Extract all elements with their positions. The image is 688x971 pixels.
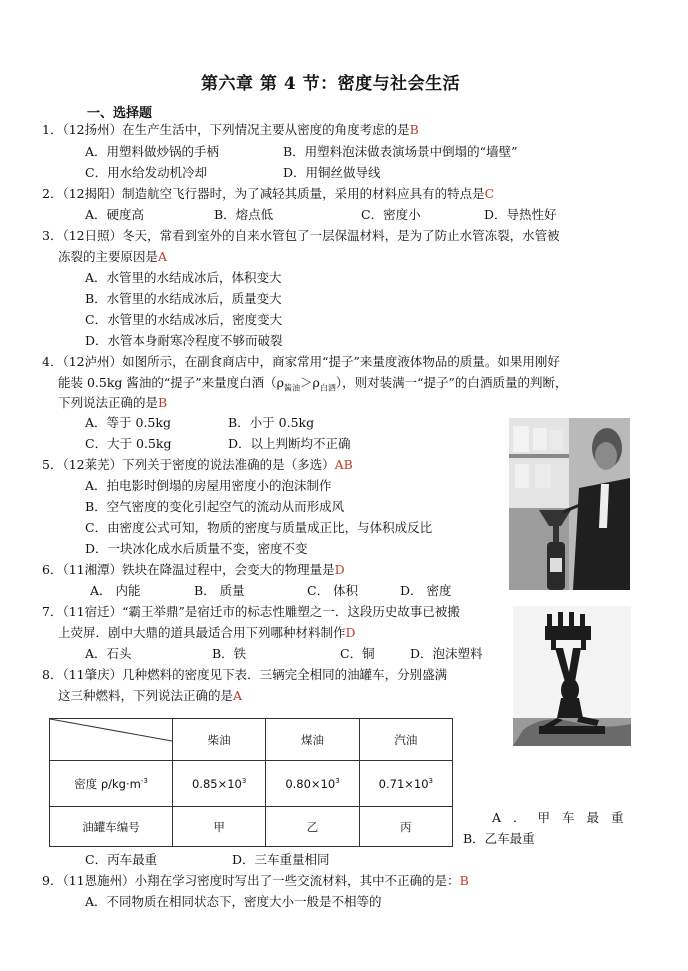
question-4-stem-line2: 能装 0.5kg 酱油的“提子”来量度白酒$(\rho_{酱油}>\rho_{白酒})$，则对装满一“提子”的白酒质量的判断，: [58, 375, 568, 393]
table-header-cell: 柴油: [173, 719, 266, 761]
sculpture-photo: [513, 606, 631, 746]
question-7-stem-line2: 上荧屏．剧中大鼎的道具最适合用下列哪种材料制作D: [58, 625, 356, 640]
option-b: B．乙车最重: [463, 831, 535, 846]
option-b: B．水管里的水结成冰后，质量变大: [85, 291, 282, 306]
diagonal-line: [50, 719, 172, 761]
table-cell: $0.71\times 10^3$: [359, 761, 452, 807]
answer: A: [158, 249, 168, 264]
table-cell: 丙: [359, 807, 452, 847]
answer: B: [158, 395, 168, 410]
option-d: D．三车重量相同: [232, 852, 330, 867]
option-a: A．用塑料做炒锅的手柄: [85, 144, 220, 159]
option-d: D．泡沫塑料: [410, 646, 483, 661]
shop-ladle-photo: [509, 418, 630, 590]
question-5-stem: 5．（12莱芜）下列关于密度的说法准确的是（多选）AB: [42, 457, 353, 472]
question-1-stem: 1．（12扬州）在生产生活中，下列情况主要从密度的角度考虑的是B: [42, 122, 419, 137]
option-c: C．用水给发动机冷却: [85, 165, 208, 180]
table-row: [50, 807, 453, 847]
option-c: C．铜: [340, 646, 375, 661]
option-d: D．水管本身耐寒冷程度不够而破裂: [85, 333, 283, 348]
option-a: A．甲车最重: [492, 810, 636, 825]
question-3-stem-line1: 3．（12日照）冬天，常看到室外的自来水管包了一层保温材料，是为了防止水管冻裂，水管被: [42, 228, 560, 243]
option-a: A．拍电影时倒塌的房屋用密度小的泡沫制作: [85, 478, 332, 493]
question-8-stem-line1: 8．（11肇庆）几种燃料的密度见下表．三辆完全相同的油罐车，分别盛满: [42, 667, 448, 682]
option-a: A． 内能: [90, 583, 141, 598]
option-a: A．等于 0.5kg: [85, 415, 171, 430]
option-a: A．石头: [85, 646, 132, 661]
option-c: C．大于 0.5kg: [85, 436, 172, 451]
answer: C: [484, 186, 495, 201]
question-4-stem-line3: 下列说法正确的是B: [58, 395, 168, 410]
table-cell: $0.85\times 10^3$: [173, 761, 266, 807]
row-label: 密度 $\rho/kg\cdot m^{-3}$: [50, 761, 173, 807]
row-label: 油罐车编号: [50, 807, 173, 847]
question-4-stem-line1: 4．（12泸州）如图所示，在副食商店中，商家常用“提子”来量度液体物品的质量。如果用刚好: [42, 354, 560, 369]
table-cell: 甲: [173, 807, 266, 847]
table-header-cell: 煤油: [266, 719, 359, 761]
table-header-row: [50, 719, 453, 761]
option-c: C．丙车最重: [85, 852, 158, 867]
option-d: D．用铜丝做导线: [283, 165, 381, 180]
question-8-stem-line2: 这三种燃料，下列说法正确的是A: [58, 688, 243, 703]
section-heading: 一、选择题: [87, 106, 153, 121]
fuel-density-table: [49, 718, 453, 847]
option-b: B．空气密度的变化引起空气的流动从而形成风: [85, 499, 345, 514]
option-b: B．铁: [212, 646, 247, 661]
question-2-stem: 2．（12揭阳）制造航空飞行器时，为了减轻其质量，采用的材料应具有的特点是C: [42, 186, 495, 201]
answer: B: [459, 873, 469, 888]
option-a: A．水管里的水结成冰后，体积变大: [85, 270, 282, 285]
answer: D: [334, 562, 345, 577]
option-b: B．小于 0.5kg: [228, 415, 315, 430]
question-3-stem-line2: 冻裂的主要原因是A: [58, 249, 168, 264]
table-cell: 乙: [266, 807, 359, 847]
option-d: D．以上判断均不正确: [228, 436, 351, 451]
option-a: A．不同物质在相同状态下，密度大小一般是不相等的: [85, 894, 382, 909]
question-6-stem: 6．（11湘潭）铁块在降温过程中，会变大的物理量是D: [42, 562, 345, 577]
option-c: C．由密度公式可知，物质的密度与质量成正比，与体积成反比: [85, 520, 433, 535]
page-title: 第六章 第 4 节：密度与社会生活: [201, 74, 461, 94]
option-d: D．导热性好: [484, 207, 557, 222]
answer: AB: [334, 457, 353, 472]
option-c: C．密度小: [361, 207, 421, 222]
question-7-stem-line1: 7．（11宿迁）“霸王举鼎”是宿迁市的标志性雕塑之一．这段历史故事已被搬: [42, 604, 460, 619]
diagonal-corner-cell: [50, 719, 173, 761]
option-b: B． 质量: [194, 583, 245, 598]
table-header-cell: 汽油: [359, 719, 452, 761]
option-c: C． 体积: [307, 583, 359, 598]
table-row: [50, 761, 453, 807]
option-c: C．水管里的水结成冰后，密度变大: [85, 312, 283, 327]
answer: B: [409, 122, 419, 137]
shop-ladle-illustration: [509, 418, 630, 590]
option-d: D．一块冰化成水后质量不变，密度不变: [85, 541, 308, 556]
option-d: D． 密度: [400, 583, 452, 598]
sculpture-illustration: [513, 606, 631, 746]
option-a: A．硬度高: [85, 207, 145, 222]
answer: A: [233, 688, 243, 703]
option-b: B．用塑料泡沫做表演场景中倒塌的“墙壁”: [283, 144, 518, 159]
answer: D: [345, 625, 356, 640]
option-b: B．熔点低: [214, 207, 274, 222]
question-9-stem: 9．（11恩施州）小翔在学习密度时写出了一些交流材料，其中不正确的是：B: [42, 873, 469, 888]
table-cell: $0.80\times 10^3$: [266, 761, 359, 807]
